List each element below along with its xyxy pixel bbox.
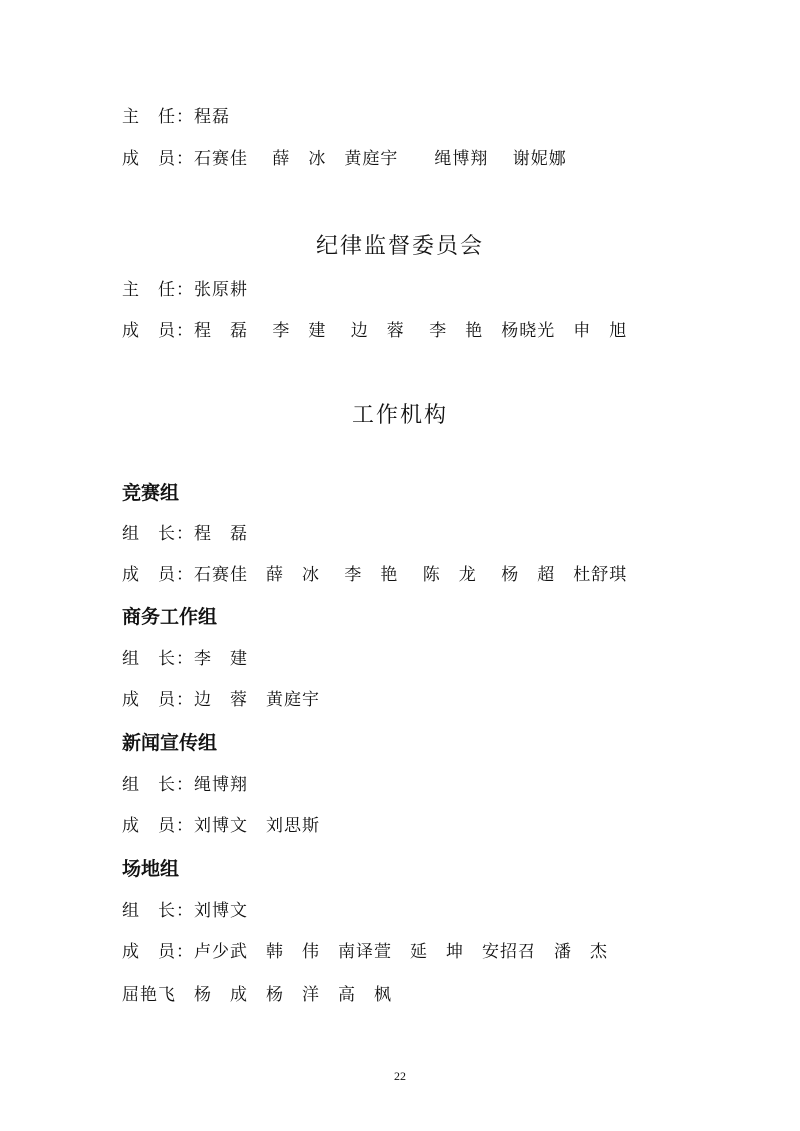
venue-group-members-line1: 成 员：卢少武 韩 伟 南译萱 延 坤 安招召 潘 杰 [122, 942, 608, 962]
business-group-members: 成 员：边 蓉 黄庭宇 [122, 690, 320, 710]
venue-group-members-line2: 屈艳飞 杨 成 杨 洋 高 枫 [122, 985, 392, 1005]
page-number: 22 [394, 1069, 406, 1083]
discipline-committee-director: 主 任：张原耕 [122, 280, 248, 300]
venue-group-leader: 组 长：刘博文 [122, 901, 248, 921]
publicity-group-leader: 组 长：绳博翔 [122, 775, 248, 795]
venue-group-heading: 场地组 [122, 858, 180, 880]
business-group-leader: 组 长：李 建 [122, 649, 248, 669]
competition-group-leader: 组 长：程 磊 [122, 524, 248, 544]
competition-group-heading: 竞赛组 [122, 482, 180, 504]
work-bodies-title: 工作机构 [351, 403, 448, 428]
competition-group-members: 成 员：石赛佳 薛 冰 李 艳 陈 龙 杨 超 杜舒琪 [122, 565, 628, 585]
publicity-group-members: 成 员：刘博文 刘思斯 [122, 816, 320, 836]
discipline-committee-title: 纪律监督委员会 [315, 234, 484, 259]
discipline-committee-members: 成 员：程 磊 李 建 边 蓉 李 艳 杨晓光 申 旭 [122, 321, 628, 341]
top-committee-members: 成 员：石赛佳 薛 冰 黄庭宇 绳博翔 谢妮娜 [122, 149, 567, 169]
publicity-group-heading: 新闻宣传组 [122, 732, 218, 754]
top-committee-director: 主 任：程磊 [122, 107, 230, 127]
business-group-heading: 商务工作组 [122, 606, 218, 628]
